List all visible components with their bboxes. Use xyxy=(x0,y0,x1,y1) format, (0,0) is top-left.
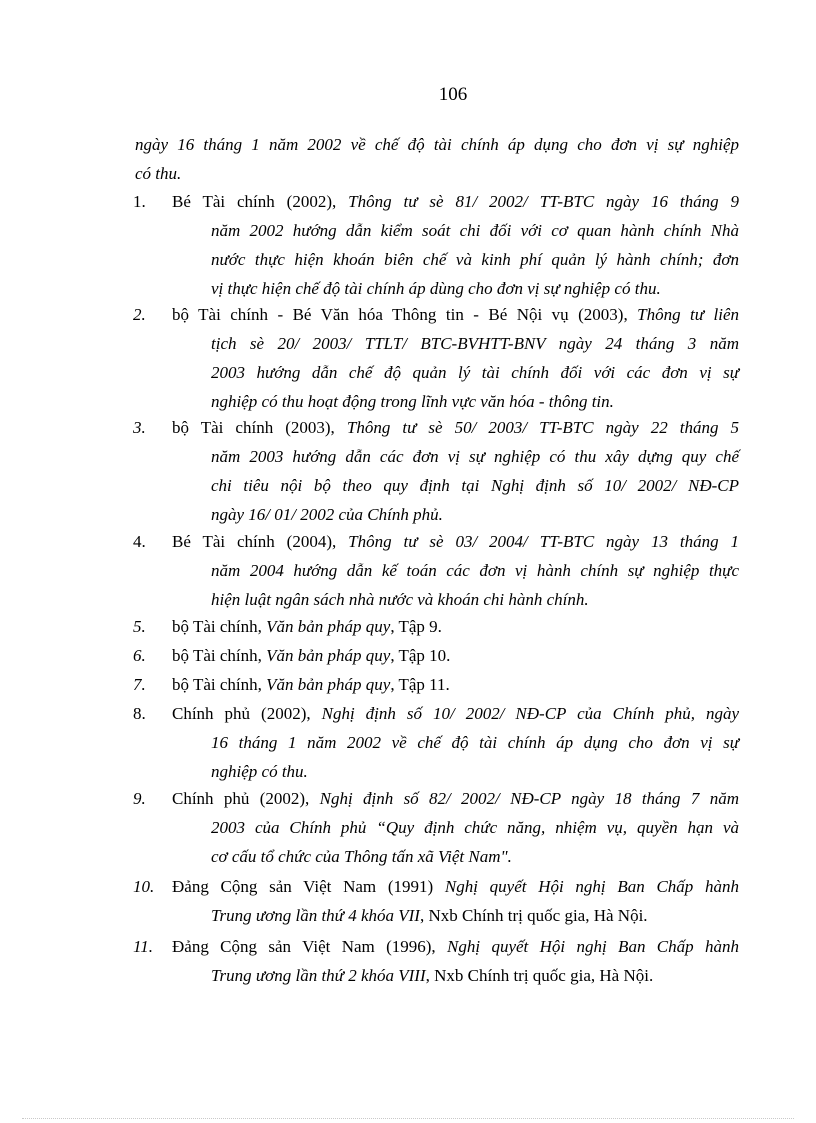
reference-line xyxy=(172,932,739,961)
reference-title-cont: Trung ương lần thứ 2 khóa VIII xyxy=(211,966,426,985)
intro-line: ngày 16 tháng 1 năm 2002 về chế độ tài chính áp dụng cho đơn vị sự nghiệp xyxy=(135,135,739,154)
reference-author: Bé Tài chính (2002), xyxy=(172,192,337,211)
reference-author: bộ Tài chính - Bé Văn hóa Thông tin - Bé Nội vụ (2003), xyxy=(172,305,628,324)
reference-line xyxy=(172,527,739,556)
reference-line xyxy=(172,413,739,442)
reference-line xyxy=(172,300,739,329)
reference-author: bộ Tài chính, xyxy=(172,617,262,636)
reference-number: 3. xyxy=(133,418,146,437)
reference-author: Chính phủ (2002), xyxy=(172,704,311,723)
reference-number: 5. xyxy=(133,617,146,636)
reference-title: Nghị định số 82/ 2002/ NĐ-CP ngày 18 tháng 7 năm xyxy=(319,789,739,808)
reference-line: hiện luật ngân sách nhà nước và khoán chi hành chính. xyxy=(211,590,589,609)
reference-line xyxy=(172,670,739,699)
page-number: 106 xyxy=(438,84,468,105)
reference-line: nghiệp có thu hoạt động trong lĩnh vực văn hóa - thông tin. xyxy=(211,392,614,411)
reference-line: ngày 16/ 01/ 2002 của Chính phủ. xyxy=(211,505,443,524)
reference-author: Chính phủ (2002), xyxy=(172,789,310,808)
reference-author: bộ Tài chính (2003), xyxy=(172,418,335,437)
reference-title: Văn bản pháp quy xyxy=(266,646,391,665)
reference-number: 2. xyxy=(133,305,146,324)
reference-line: 16 tháng 1 năm 2002 về chế độ tài chính áp dụng cho đơn vị sự xyxy=(211,733,739,752)
reference-line: năm 2002 hướng dẫn kiểm soát chi đối với cơ quan hành chính Nhà xyxy=(211,221,739,240)
reference-line xyxy=(172,901,739,930)
reference-line: 2003 của Chính phủ “Quy định chức năng, nhiệm vụ, quyền hạn và xyxy=(211,818,739,837)
reference-number: 4. xyxy=(133,532,146,551)
reference-title: Thông tư liên xyxy=(637,305,739,324)
reference-number: 9. xyxy=(133,789,146,808)
page-bottom-divider xyxy=(22,1118,794,1119)
reference-line: vị thực hiện chế độ tài chính áp dùng cho đơn vị sự nghiệp có thu. xyxy=(211,279,661,298)
reference-line xyxy=(172,641,739,670)
reference-author: bộ Tài chính, xyxy=(172,675,262,694)
reference-title: Văn bản pháp quy xyxy=(266,675,391,694)
intro-line: có thu. xyxy=(135,164,182,183)
reference-line xyxy=(172,961,739,990)
reference-line xyxy=(172,612,739,641)
reference-title: Thông tư sè 81/ 2002/ TT-BTC ngày 16 tháng 9 xyxy=(348,192,740,211)
reference-author: bộ Tài chính, xyxy=(172,646,262,665)
reference-line: năm 2003 hướng dẫn các đơn vị sự nghiệp có thu xây dựng quy chế xyxy=(211,447,739,466)
reference-line xyxy=(172,872,739,901)
reference-title: Thông tư sè 50/ 2003/ TT-BTC ngày 22 tháng 5 xyxy=(346,418,740,437)
intro-paragraph xyxy=(135,130,739,188)
reference-line: nước thực hiện khoán biên chế và kinh phí quản lý hành chính; đơn xyxy=(211,250,739,269)
reference-number: 11. xyxy=(133,937,153,956)
reference-title: Thông tư sè 03/ 2004/ TT-BTC ngày 13 tháng 1 xyxy=(348,532,740,551)
reference-author: Đảng Cộng sản Việt Nam (1991) xyxy=(172,877,434,896)
reference-title: Nghị định số 10/ 2002/ NĐ-CP của Chính phủ, ngày xyxy=(321,704,739,723)
reference-line: 2003 hướng dẫn chế độ quản lý tài chính đối với các đơn vị sự xyxy=(211,363,739,382)
reference-author: Bé Tài chính (2004), xyxy=(172,532,337,551)
reference-number: 1. xyxy=(133,192,146,211)
reference-line xyxy=(172,784,739,813)
reference-title: Nghị quyết Hội nghị Ban Chấp hành xyxy=(447,937,739,956)
reference-number: 10. xyxy=(133,877,155,896)
reference-number: 7. xyxy=(133,675,146,694)
reference-publisher: , Nxb Chính trị quốc gia, Hà Nội. xyxy=(419,906,648,925)
reference-title: Nghị quyết Hội nghị Ban Chấp hành xyxy=(444,877,739,896)
reference-number: 8. xyxy=(133,704,146,723)
reference-title: Văn bản pháp quy xyxy=(266,617,391,636)
reference-line: tịch sè 20/ 2003/ TTLT/ BTC-BVHTT-BNV ngày 24 tháng 3 năm xyxy=(211,334,739,353)
reference-line: năm 2004 hướng dẫn kế toán các đơn vị hành chính sự nghiệp thực xyxy=(211,561,739,580)
reference-volume: , Tập 10. xyxy=(390,646,451,665)
reference-line: nghiệp có thu. xyxy=(211,762,308,781)
reference-volume: , Tập 11. xyxy=(390,675,450,694)
reference-line: chi tiêu nội bộ theo quy định tại Nghị định số 10/ 2002/ NĐ-CP xyxy=(211,476,739,495)
reference-author: Đảng Cộng sản Việt Nam (1996), xyxy=(172,937,436,956)
reference-volume: , Tập 9. xyxy=(390,617,442,636)
reference-title-cont: Trung ương lần thứ 4 khóa VII xyxy=(211,906,420,925)
reference-line: cơ cấu tổ chức của Thông tấn xã Việt Nam". xyxy=(211,847,512,866)
reference-publisher: , Nxb Chính trị quốc gia, Hà Nội. xyxy=(425,966,654,985)
reference-line xyxy=(172,699,739,728)
reference-line xyxy=(172,187,739,216)
reference-number: 6. xyxy=(133,646,146,665)
